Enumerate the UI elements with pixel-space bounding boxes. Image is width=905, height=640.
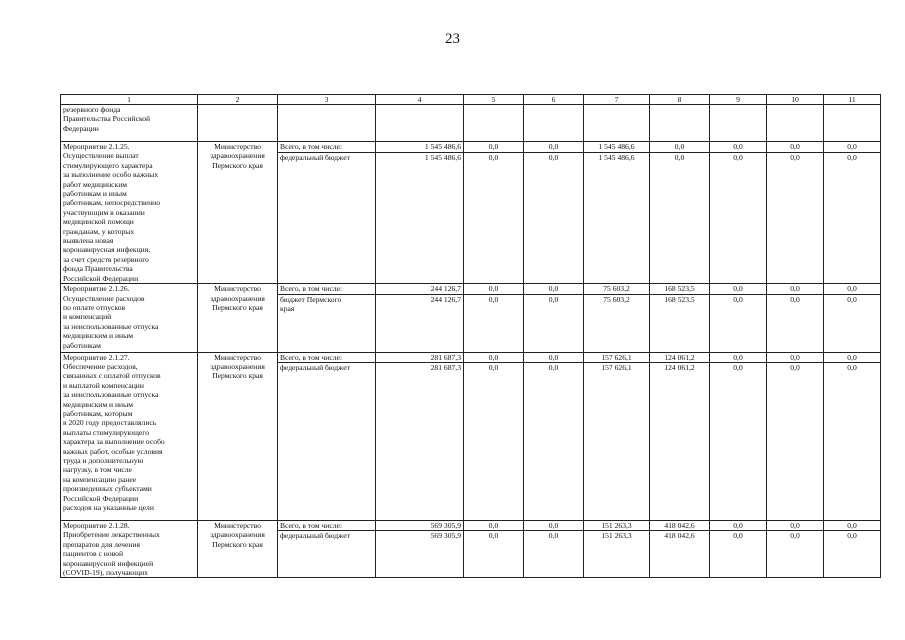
amount-cell-8: 418 042,6 [650,531,710,578]
amount-cell-6: 0,0 [524,294,584,352]
amount-cell-4: 244 126,7 [376,294,464,352]
amount-cell-10: 0,0 [767,294,824,352]
column-header: 11 [824,95,881,105]
amount-cell-10: 0,0 [767,352,824,362]
amount-cell-7: 75 603,2 [584,284,650,294]
amount-cell-11: 0,0 [824,284,881,294]
amount-cell-9: 0,0 [710,520,767,530]
executor-cell: Министерство здравоохранения Пермского края [198,520,278,577]
measure-name-cell: резервного фонда Правительства Российской Федерации [61,105,198,142]
budget-table [60,94,881,578]
amount-cell-9: 0,0 [710,284,767,294]
amount-cell-11: 0,0 [824,520,881,530]
amount-cell-6: 0,0 [524,152,584,284]
funding-source-cell: федеральный бюджет [278,531,376,578]
funding-source-cell: Всего, в том числе: [278,520,376,530]
table-row [61,142,881,153]
measure-name-cell: Мероприятие 2.1.28. Приобретение лекарственных препаратов для лечения пациентов с новой коронавирусной инфекцией (COVID-19), получающих [61,520,198,577]
amount-cell-7: 75 603,2 [584,294,650,352]
amount-cell-8: 168 523,5 [650,284,710,294]
funding-source-cell: Всего, в том числе: [278,284,376,294]
amount-cell-6: 0,0 [524,531,584,578]
amount-cell-4: 569 305,9 [376,520,464,530]
measure-name-cell: Мероприятие 2.1.26. Осуществление расходов по оплате отпусков и компенсаций за неиспользованные отпуска медицинским и иным работникам [61,284,198,352]
executor-cell: Министерство здравоохранения Пермского края [198,284,278,352]
amount-cell-7: 151 263,3 [584,531,650,578]
table-row [61,520,881,530]
column-header: 3 [278,95,376,105]
amount-cell-10: 0,0 [767,284,824,294]
amount-cell-7: 1 545 486,6 [584,142,650,153]
amount-cell-11: 0,0 [824,352,881,362]
amount-cell-6: 0,0 [524,520,584,530]
amount-cell-8: 418 042,6 [650,520,710,530]
table-row [61,284,881,294]
funding-source-cell: бюджет Пермского края [278,294,376,352]
amount-cell-5: 0,0 [464,352,524,362]
column-header: 1 [61,95,198,105]
column-header: 9 [710,95,767,105]
amount-cell-10: 0,0 [767,362,824,520]
amount-cell-4: 244 126,7 [376,284,464,294]
table-row-carry-over [61,105,881,142]
amount-cell-11: 0,0 [824,362,881,520]
amount-cell-7: 151 263,3 [584,520,650,530]
measure-name-cell: Мероприятие 2.1.27. Обеспечение расходов, связанных с оплатой отпусков и выплатой компенсации за неиспользованные отпуска медицинским и иным работникам, которым в 2020 году предоставлялись выплаты стимулирующего характера за выполнение особо важных работ, особые условия труда и дополнительную нагрузку, в том числе на компенсацию ранее произведенных субъектами Российской Федерации расходов на указанные цели [61,352,198,520]
amount-cell-10: 0,0 [767,142,824,153]
amount-cell-5: 0,0 [464,520,524,530]
amount-cell-4: 569 305,9 [376,531,464,578]
amount-cell-11: 0,0 [824,531,881,578]
amount-cell-11: 0,0 [824,152,881,284]
amount-cell-4: 1 545 486,6 [376,142,464,153]
amount-cell-5: 0,0 [464,142,524,153]
amount-cell-9: 0,0 [710,362,767,520]
amount-cell-4: 281 687,3 [376,362,464,520]
amount-cell-8: 0,0 [650,142,710,153]
funding-source-cell: федеральный бюджет [278,362,376,520]
column-header: 8 [650,95,710,105]
amount-cell-6: 0,0 [524,284,584,294]
amount-cell-5: 0,0 [464,531,524,578]
amount-cell-8: 168 523,5 [650,294,710,352]
amount-cell-7: 157 626,1 [584,352,650,362]
amount-cell-7: 157 626,1 [584,362,650,520]
measure-name-cell: Мероприятие 2.1.25. Осуществление выплат стимулирующего характера за выполнение особо важных работ медицинским работникам и иным работникам, непосредственно участвующим в оказании медицинской помощи гражданам, у которых выявлена новая коронавирусная инфекция, за счет средств резервного фонда Правительства Российской Федерации [61,142,198,284]
amount-cell-8: 124 061,2 [650,352,710,362]
amount-cell-5: 0,0 [464,362,524,520]
page-number: 23 [445,31,460,47]
amount-cell-9: 0,0 [710,142,767,153]
amount-cell-11: 0,0 [824,294,881,352]
amount-cell-4: 1 545 486,6 [376,152,464,284]
amount-cell-5: 0,0 [464,284,524,294]
funding-source-cell: федеральный бюджет [278,152,376,284]
amount-cell-4: 281 687,3 [376,352,464,362]
amount-cell-9: 0,0 [710,294,767,352]
executor-cell: Министерство здравоохранения Пермского края [198,142,278,284]
column-header: 6 [524,95,584,105]
amount-cell-9: 0,0 [710,152,767,284]
amount-cell-10: 0,0 [767,520,824,530]
column-header: 4 [376,95,464,105]
column-header: 7 [584,95,650,105]
amount-cell-7: 1 545 486,6 [584,152,650,284]
amount-cell-9: 0,0 [710,352,767,362]
amount-cell-5: 0,0 [464,294,524,352]
amount-cell-10: 0,0 [767,152,824,284]
column-header: 10 [767,95,824,105]
amount-cell-8: 0,0 [650,152,710,284]
amount-cell-6: 0,0 [524,142,584,153]
amount-cell-5: 0,0 [464,152,524,284]
column-header: 5 [464,95,524,105]
table-row [61,352,881,362]
column-header: 2 [198,95,278,105]
funding-source-cell: Всего, в том числе: [278,142,376,153]
amount-cell-11: 0,0 [824,142,881,153]
executor-cell: Министерство здравоохранения Пермского края [198,352,278,520]
amount-cell-8: 124 061,2 [650,362,710,520]
amount-cell-9: 0,0 [710,531,767,578]
amount-cell-10: 0,0 [767,531,824,578]
table-header [61,95,881,105]
funding-source-cell: Всего, в том числе: [278,352,376,362]
amount-cell-6: 0,0 [524,352,584,362]
amount-cell-6: 0,0 [524,362,584,520]
